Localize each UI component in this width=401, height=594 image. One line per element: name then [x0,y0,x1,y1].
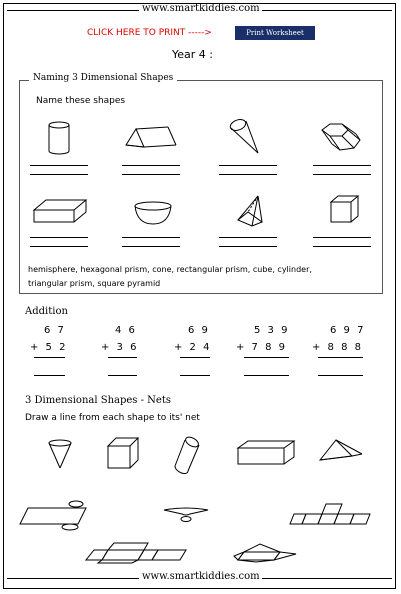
naming-shapes-title: Naming 3 Dimensional Shapes [29,73,177,83]
header-rule-left [7,10,139,11]
footer-rule-left [7,578,139,579]
answer-line[interactable] [219,246,277,247]
sum-line [180,357,210,358]
header-rule-right [262,10,392,11]
cylinder-net-icon [16,498,94,532]
answer-line[interactable] [180,375,210,376]
answer-line[interactable] [219,237,277,238]
rectangular-prism-icon [32,196,90,228]
answer-line[interactable] [122,174,180,175]
cube-icon [329,194,361,226]
cone-net-icon [160,504,212,524]
naming-shapes-section [19,80,383,294]
sum-line [244,357,289,358]
addition-title: Addition [25,306,68,317]
answer-line[interactable] [313,174,371,175]
addend-top: 6 7 [44,325,66,336]
sum-line [318,357,363,358]
cylinder-icon [46,120,76,156]
answer-line[interactable] [313,237,371,238]
print-link[interactable]: CLICK HERE TO PRINT -----> [87,28,212,38]
site-url-top[interactable]: www.smartkiddies.com [142,3,260,14]
site-url-bottom[interactable]: www.smartkiddies.com [142,571,260,582]
answer-line[interactable] [219,165,277,166]
word-bank-line-2: triangular prism, square pyramid [28,279,161,288]
word-bank-line-1: hemisphere, hexagonal prism, cone, rectangular prism, cube, cylinder, [28,265,312,274]
answer-line[interactable] [313,246,371,247]
sum-line [108,357,137,358]
hexagonal-prism-icon [318,120,362,154]
hemisphere-icon [132,200,174,226]
addend-top: 6 9 7 [330,325,366,336]
cylinder-icon [172,436,202,474]
nets-instruction: Draw a line from each shape to its' net [25,413,200,423]
answer-line[interactable] [108,375,137,376]
cone-icon [46,438,74,472]
cone-icon [224,116,264,156]
cube-icon [106,436,140,470]
footer-rule-right [262,578,392,579]
answer-line[interactable] [244,375,289,376]
answer-line[interactable] [122,165,180,166]
rectangular-prism-net-icon [82,540,192,564]
answer-line[interactable] [30,246,88,247]
answer-line[interactable] [30,237,88,238]
square-pyramid-icon [234,194,274,228]
print-worksheet-button[interactable]: Print Worksheet [235,26,315,40]
addend-top: 5 3 9 [254,325,290,336]
triangular-prism-icon [124,125,180,153]
answer-line[interactable] [122,246,180,247]
addend-top: 6 9 [188,325,210,336]
answer-line[interactable] [30,165,88,166]
answer-line[interactable] [318,375,363,376]
name-shapes-instruction: Name these shapes [36,96,126,106]
nets-title: 3 Dimensional Shapes - Nets [25,395,171,406]
addend-bottom: + 2 4 [174,342,212,353]
cube-net-icon [288,500,376,528]
answer-line[interactable] [313,165,371,166]
addend-bottom: + 8 8 8 [312,342,364,353]
addend-bottom: + 3 6 [101,342,139,353]
answer-line[interactable] [34,375,65,376]
sum-line [34,357,65,358]
answer-line[interactable] [122,237,180,238]
addend-bottom: + 5 2 [30,342,68,353]
year-label: Year 4 : [172,48,213,61]
addend-bottom: + 7 8 9 [236,342,288,353]
addend-top: 4 6 [115,325,137,336]
rectangular-prism-icon [236,438,298,468]
triangular-prism-net-icon [230,540,300,564]
answer-line[interactable] [30,174,88,175]
triangular-prism-icon [318,436,366,466]
answer-line[interactable] [219,174,277,175]
